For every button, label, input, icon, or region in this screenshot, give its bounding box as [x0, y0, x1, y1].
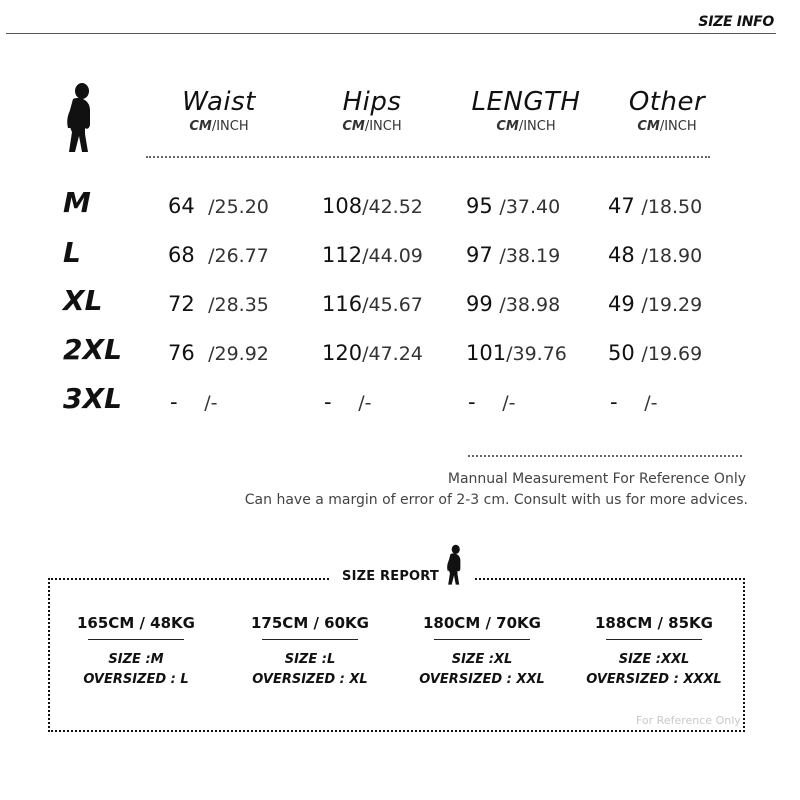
- table-cell: [610, 390, 658, 414]
- table-cell: [466, 194, 560, 218]
- cell-cm: 47: [608, 194, 635, 218]
- cell-cm: 48: [608, 243, 635, 267]
- height-weight: 188CM / 85KG: [595, 614, 713, 632]
- cell-cm: 50: [608, 341, 635, 365]
- cell-inch: /28.35: [208, 294, 269, 316]
- cell-cm: -: [324, 390, 332, 414]
- cell-inch: /37.40: [499, 196, 561, 218]
- item-divider: [606, 639, 702, 640]
- header-dotted-divider: [146, 156, 710, 158]
- cell-cm: 101: [466, 341, 507, 365]
- oversized-size: OVERSIZED : XXL: [419, 672, 545, 687]
- cell-cm: 112: [322, 243, 363, 267]
- header-divider: [6, 33, 776, 34]
- cell-inch: /-: [502, 392, 516, 414]
- cell-cm: 64: [168, 194, 195, 218]
- size-report-item: [569, 614, 739, 687]
- size-label: XL: [63, 284, 103, 317]
- unit-inch: /INCH: [659, 119, 697, 134]
- table-cell: [322, 341, 423, 365]
- table-cell: [466, 292, 560, 316]
- cell-inch: /38.19: [499, 245, 561, 267]
- size-report-item: [397, 614, 567, 687]
- table-cell: [322, 194, 423, 218]
- item-divider: [262, 639, 358, 640]
- column-header-waist: [149, 87, 289, 134]
- cell-cm: 95: [466, 194, 493, 218]
- cell-cm: 49: [608, 292, 635, 316]
- table-cell: [608, 341, 702, 365]
- size-report-header: [330, 542, 475, 586]
- size-label: M: [63, 186, 91, 219]
- table-cell: [168, 243, 269, 267]
- table-cell: [466, 341, 567, 365]
- reference-only-note: For Reference Only: [636, 714, 741, 727]
- table-cell: [608, 194, 702, 218]
- table-cell: [608, 292, 702, 316]
- column-header-length: [456, 87, 596, 134]
- cell-inch: /19.69: [641, 343, 703, 365]
- cell-inch: /38.98: [499, 294, 561, 316]
- table-cell: [322, 243, 423, 267]
- cell-cm: 76: [168, 341, 195, 365]
- column-name: Hips: [342, 87, 402, 117]
- cell-cm: 72: [168, 292, 195, 316]
- cell-inch: /18.90: [641, 245, 703, 267]
- cell-cm: 108: [322, 194, 363, 218]
- size-label: 3XL: [63, 382, 122, 415]
- table-cell: [168, 194, 269, 218]
- column-name: LENGTH: [471, 87, 581, 117]
- table-cell: [466, 243, 560, 267]
- recommended-size: SIZE :XL: [451, 652, 513, 667]
- margin-note: Can have a margin of error of 2-3 cm. Consult with us for more advices.: [244, 492, 748, 508]
- cell-inch: /19.29: [641, 294, 703, 316]
- unit-inch: /INCH: [211, 119, 249, 134]
- cell-inch: /-: [358, 392, 372, 414]
- cell-cm: -: [610, 390, 618, 414]
- measurement-note: Mannual Measurement For Reference Only: [447, 471, 746, 487]
- table-cell: [324, 390, 372, 414]
- unit-inch: /INCH: [364, 119, 402, 134]
- table-cell: [168, 292, 269, 316]
- oversized-size: OVERSIZED : XL: [252, 672, 368, 687]
- height-weight: 180CM / 70KG: [423, 614, 541, 632]
- cell-cm: 68: [168, 243, 195, 267]
- cell-inch: /45.67: [362, 294, 423, 316]
- oversized-size: OVERSIZED : L: [83, 672, 189, 687]
- table-cell: [168, 341, 269, 365]
- cell-cm: -: [170, 390, 178, 414]
- oversized-size: OVERSIZED : XXXL: [586, 672, 722, 687]
- table-cell: [468, 390, 516, 414]
- cell-cm: 99: [466, 292, 493, 316]
- column-name: Waist: [182, 87, 256, 117]
- cell-inch: /26.77: [208, 245, 269, 267]
- cell-inch: /39.76: [506, 343, 567, 365]
- column-header-hips: [302, 87, 442, 134]
- unit-cm: CM: [189, 119, 212, 134]
- size-report-item: [225, 614, 395, 687]
- unit-inch: /INCH: [518, 119, 556, 134]
- standing-figure-icon: [60, 82, 98, 154]
- cell-cm: 120: [322, 341, 363, 365]
- cell-inch: /18.50: [641, 196, 703, 218]
- notes-dotted-divider: [468, 455, 742, 457]
- size-report-title: SIZE REPORT: [342, 569, 439, 584]
- table-cell: [322, 292, 423, 316]
- cell-inch: /-: [204, 392, 218, 414]
- standing-figure-icon: [443, 544, 465, 586]
- cell-cm: 116: [322, 292, 363, 316]
- cell-inch: /42.52: [362, 196, 423, 218]
- unit-cm: CM: [637, 119, 660, 134]
- table-cell: [608, 243, 702, 267]
- size-label: L: [63, 236, 81, 269]
- page-title: SIZE INFO: [698, 14, 774, 30]
- column-name: Other: [628, 87, 706, 117]
- cell-cm: 97: [466, 243, 493, 267]
- size-label: 2XL: [63, 333, 122, 366]
- recommended-size: SIZE :L: [284, 652, 336, 667]
- column-header-other: [597, 87, 737, 134]
- cell-inch: /-: [644, 392, 658, 414]
- unit-cm: CM: [342, 119, 365, 134]
- unit-cm: CM: [496, 119, 519, 134]
- recommended-size: SIZE :XXL: [618, 652, 690, 667]
- height-weight: 165CM / 48KG: [77, 614, 195, 632]
- size-report-item: [51, 614, 221, 687]
- cell-inch: /25.20: [208, 196, 269, 218]
- height-weight: 175CM / 60KG: [251, 614, 369, 632]
- item-divider: [88, 639, 184, 640]
- item-divider: [434, 639, 530, 640]
- cell-inch: /47.24: [362, 343, 423, 365]
- recommended-size: SIZE :M: [108, 652, 164, 667]
- cell-inch: /44.09: [362, 245, 423, 267]
- table-cell: [170, 390, 218, 414]
- cell-inch: /29.92: [208, 343, 269, 365]
- cell-cm: -: [468, 390, 476, 414]
